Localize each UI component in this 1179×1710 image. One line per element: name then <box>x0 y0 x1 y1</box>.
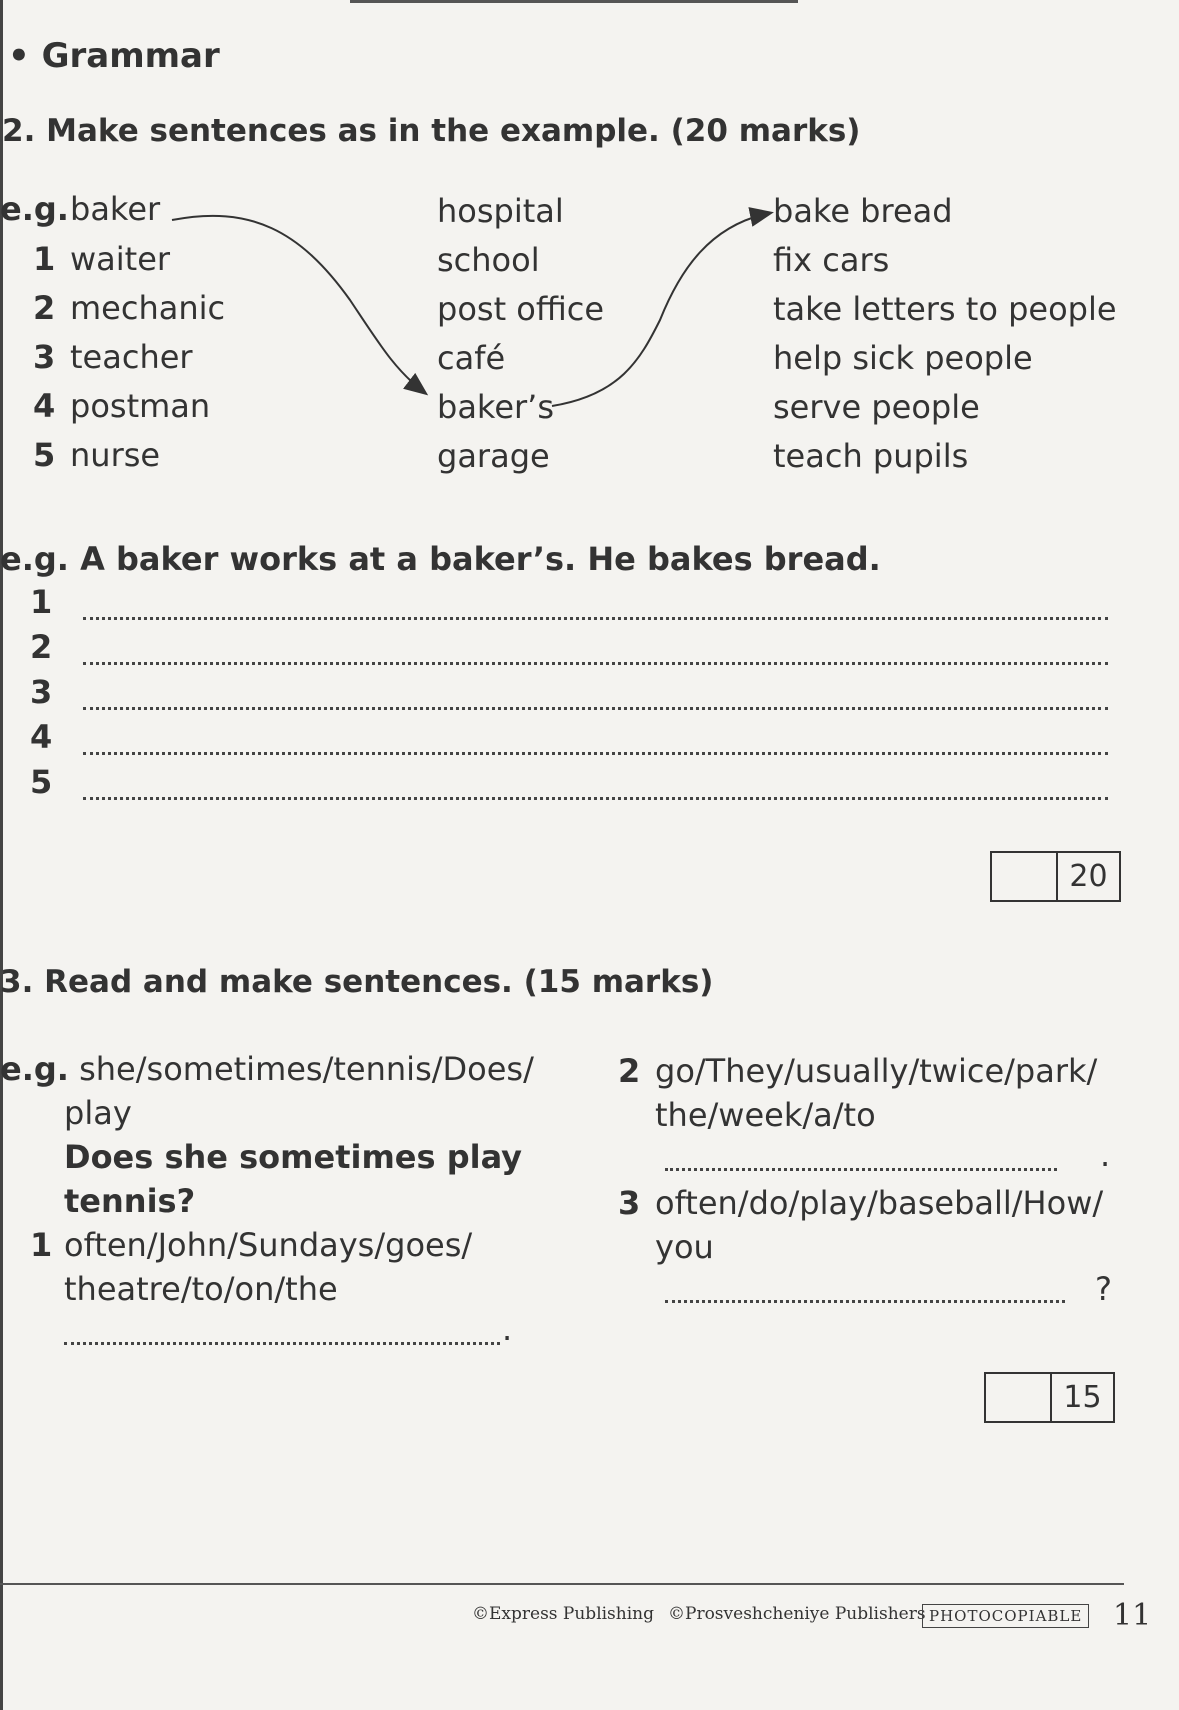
ex3-line-end: . <box>1100 1136 1111 1174</box>
ex3-item-number: 3 <box>618 1184 641 1222</box>
score-total: 20 <box>1069 859 1108 894</box>
score-input[interactable] <box>992 853 1058 900</box>
job-number: 1 <box>33 240 56 278</box>
action-item: take letters to people <box>773 290 1117 328</box>
place-item: hospital <box>437 192 564 230</box>
ex3-example-answer: tennis? <box>64 1182 196 1220</box>
job-item: mechanic <box>70 289 226 327</box>
answer-number: 1 <box>30 583 53 621</box>
score-box-exercise2 <box>990 851 1121 902</box>
action-item: teach pupils <box>773 437 969 475</box>
ex3-line-end: ? <box>1095 1270 1112 1308</box>
place-item: school <box>437 241 540 279</box>
arrow-baker-to-bakers <box>172 216 425 393</box>
place-item: baker’s <box>437 388 554 426</box>
answer-number: 3 <box>30 673 53 711</box>
photocopiable-badge: PHOTOCOPIABLE <box>922 1604 1089 1628</box>
job-number: 2 <box>33 289 56 327</box>
answer-number: 5 <box>30 763 53 801</box>
exercise2-title: 2. Make sentences as in the example. (20 marks) <box>2 113 861 149</box>
example-sentence: e.g. A baker works at a baker’s. He bakes bread. <box>0 540 881 578</box>
answer-line-1[interactable] <box>83 617 1108 620</box>
place-item: post office <box>437 290 605 328</box>
ex3-answer-line-3[interactable] <box>665 1300 1065 1303</box>
ex3-item-words: you <box>655 1228 714 1266</box>
ex3-line-end: . <box>502 1310 513 1348</box>
ex3-item-words: the/week/a/to <box>655 1096 876 1134</box>
job-baker: baker <box>70 190 161 228</box>
job-number: 3 <box>33 338 56 376</box>
section-title: Grammar <box>41 36 220 76</box>
score-box-exercise3 <box>984 1372 1115 1423</box>
score-total: 15 <box>1063 1380 1102 1415</box>
answer-line-5[interactable] <box>83 797 1108 800</box>
footer-rule <box>0 1583 1124 1585</box>
answer-line-2[interactable] <box>83 662 1108 665</box>
job-item: postman <box>70 387 211 425</box>
answer-line-3[interactable] <box>83 707 1108 710</box>
job-item: teacher <box>70 338 193 376</box>
ex3-example: e.g. she/sometimes/tennis/Does/ <box>0 1050 534 1088</box>
action-item: fix cars <box>773 241 890 279</box>
ex3-example-words: play <box>64 1094 132 1132</box>
answer-number: 2 <box>30 628 53 666</box>
footer-publisher-2: ©Prosveshcheniye Publishers <box>668 1604 926 1624</box>
ex3-item-words: go/They/usually/twice/park/ <box>655 1052 1098 1090</box>
ex3-item-number: 1 <box>30 1226 53 1264</box>
arrow-bakers-to-bread <box>552 213 770 406</box>
place-item: café <box>437 339 506 377</box>
action-item: help sick people <box>773 339 1033 377</box>
score-input[interactable] <box>986 1374 1052 1421</box>
ex3-item-words: often/do/play/baseball/How/ <box>655 1184 1104 1222</box>
ex3-answer-line-1[interactable] <box>64 1342 500 1345</box>
action-item: serve people <box>773 388 980 426</box>
job-number: 5 <box>33 436 56 474</box>
ex3-item-words: often/John/Sundays/goes/ <box>64 1226 473 1264</box>
ex3-item-words: theatre/to/on/the <box>64 1270 338 1308</box>
bullet-icon: • <box>8 36 42 76</box>
job-number: 4 <box>33 387 56 425</box>
answer-number: 4 <box>30 718 53 756</box>
answer-line-4[interactable] <box>83 752 1108 755</box>
ex3-answer-line-2[interactable] <box>665 1168 1057 1171</box>
exercise3-title: 3. Read and make sentences. (15 marks) <box>0 964 714 1000</box>
page-number: 11 <box>1113 1598 1152 1633</box>
place-item: garage <box>437 437 550 475</box>
action-item: bake bread <box>773 192 953 230</box>
ex3-example-answer: Does she sometimes play <box>64 1138 523 1176</box>
ex3-item-number: 2 <box>618 1052 641 1090</box>
example-label: e.g. <box>0 190 69 228</box>
job-item: waiter <box>70 240 171 278</box>
footer-publisher-1: ©Express Publishing <box>472 1604 655 1624</box>
job-item: nurse <box>70 436 161 474</box>
